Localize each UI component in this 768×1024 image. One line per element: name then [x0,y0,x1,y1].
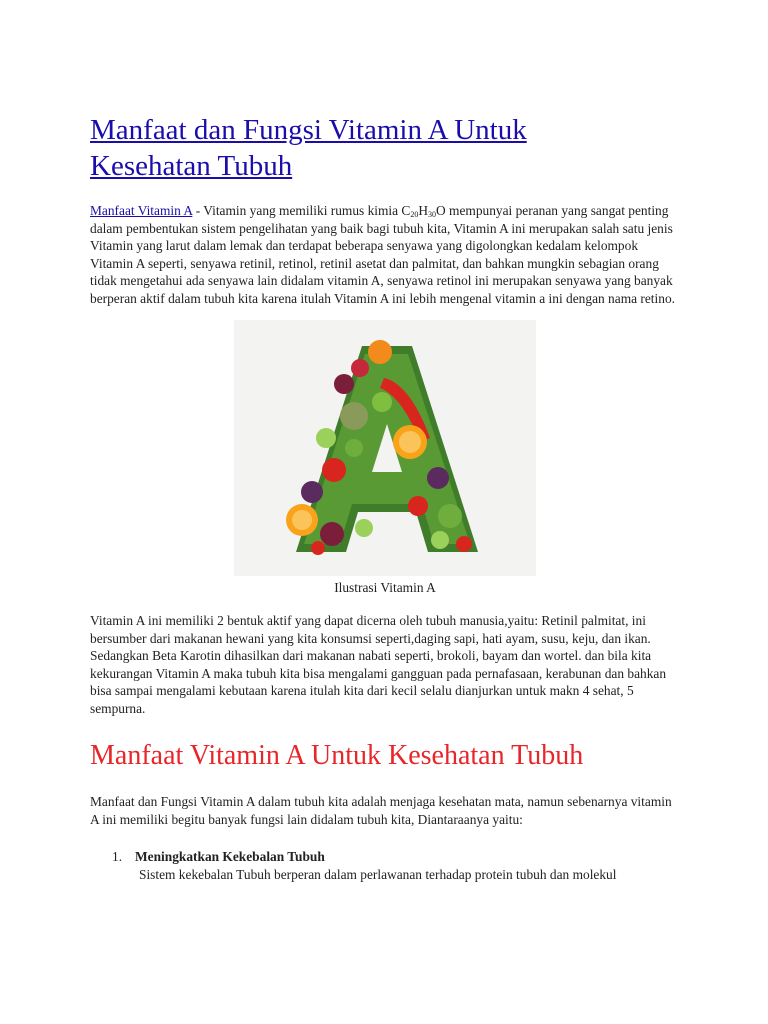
formula-sub-30: 30 [428,210,437,219]
intro-link[interactable]: Manfaat Vitamin A [90,203,193,218]
list-item [90,848,680,883]
benefits-list [90,848,680,883]
formula-h: H [418,203,429,218]
vitamin-a-illustration [234,320,536,576]
list-item-number: 1. [112,849,123,864]
intro-paragraph [90,202,680,307]
image-caption: Ilustrasi Vitamin A [334,580,436,595]
formula-sub-20: 20 [410,210,419,219]
article-title[interactable] [90,112,680,184]
vitamin-a-figure [90,320,680,596]
paragraph-functions: Manfaat dan Fungsi Vitamin A dalam tubuh kita adalah menjaga kesehatan mata, namun sebenarnya vitamin A ini memiliki begitu banyak fungsi lain didalam tubuh kita, Diantaraanya yaitu: [90,794,672,827]
list-item-title: Meningkatkan Kekebalan Tubuh [135,849,325,864]
paragraph-active-forms: Vitamin A ini memiliki 2 bentuk aktif yang dapat dicerna oleh tubuh manusia,yaitu: Retinil palmitat, ini bersumber dari makanan hewani yang kita konsumsi seperti,daging sapi, hati ayam, susu, keju, dan ikan. Sedangkan Beta Karotin dihasilkan dari makanan nabati seperti, brokoli, bayam dan wortel. dan bila kita kekurangan Vitamin A maka tubuh kita bisa mengalami gangguan pada pernafasaan, kerabunan dan bahkan bisa sampai mengalami kebutaan karena itulah kita dari kecil selalu dianjurkan untuk makn 4 sehat, 5 sempurna. [90,613,667,716]
title-line-1[interactable]: Manfaat dan Fungsi Vitamin A Untuk [90,114,527,146]
list-item-description: Sistem kekebalan Tubuh berperan dalam perlawanan terhadap protein tubuh dan molekul [139,866,617,882]
intro-text-b: O mempunyai peranan yang sangat penting dalam pembentukan sistem pengelihatan yang baik bagi tubuh kita, Vitamin A ini merupakan salah satu jenis Vitamin yang larut dalam lemak dan terdapat beberapa senyawa yang digolongkan kedalam kelompok Vitamin A seperti, senyawa retinil, retinol, retinil asetat dan palmitat, dan bahkan mungkin sebagian orang tidak mengetahui ada senyawa lain didalam vitamin A, senyawa retinol ini merupakan senyawa yang banyak berperan aktif dalam tubuh kita karena itulah Vitamin A ini lebih mengenal vitamin a ini dengan nama retino. [90,203,675,306]
title-line-2[interactable]: Kesehatan Tubuh [90,150,293,182]
intro-text-a: - Vitamin yang memiliki rumus kimia C [192,203,411,218]
article-body [90,112,680,883]
section-heading: Manfaat Vitamin A Untuk Kesehatan Tubuh [90,740,584,771]
